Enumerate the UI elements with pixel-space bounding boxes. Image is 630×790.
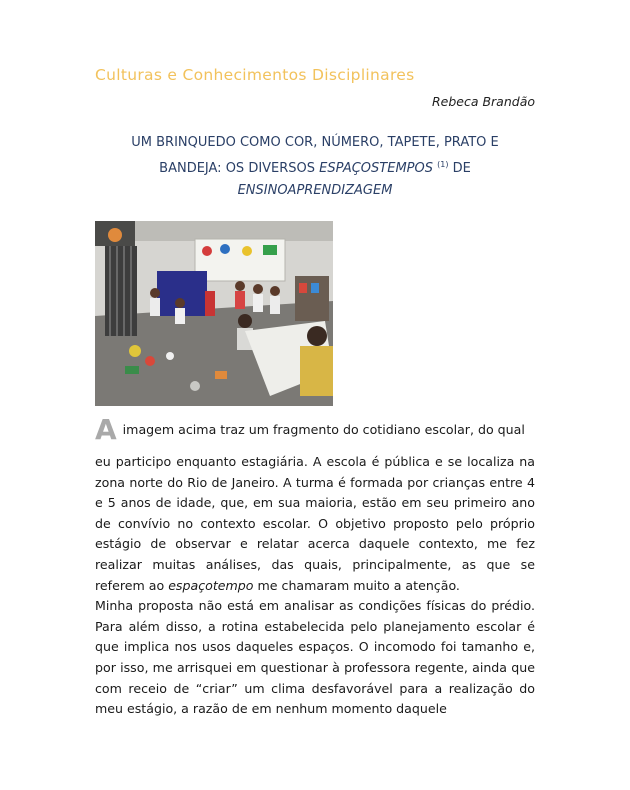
- paragraph-1-end: me chamaram muito a atenção.: [253, 577, 460, 593]
- drop-cap: A: [95, 413, 117, 446]
- adult-head: [307, 326, 327, 346]
- wall-decoration: [242, 246, 252, 256]
- title-line-2-text: BANDEJA: OS DIVERSOS: [159, 161, 320, 176]
- title-line-2: [95, 154, 535, 180]
- paragraph-1-text: eu participo enquanto estagiária. A escola é pública e se localiza na zona norte do Rio de Janeiro. A turma é formada por crianças entre 4 e 5 anos de idade, que, em sua maioria, estão em seu primeiro ano de convívio no contexto escolar. O objetivo proposto pelo próprio estágio de observar e relatar acerca daquele contexto, me fez realizar muitas análises, das quais, principalmente, as que se referem ao: [95, 454, 535, 593]
- title-line-1: UM BRINQUEDO COMO COR, NÚMERO, TAPETE, PRATO E: [131, 135, 499, 150]
- toy: [108, 228, 122, 242]
- title-italic-ensinoaprendizagem: ENSINOAPRENDIZAGEM: [237, 183, 393, 198]
- toy: [311, 283, 319, 293]
- title-line-3: [95, 180, 535, 202]
- article-title: [95, 132, 535, 202]
- first-line: [95, 413, 535, 446]
- red-object: [205, 291, 215, 316]
- paragraph-1: [95, 452, 535, 596]
- footnote-marker[interactable]: (1): [437, 160, 449, 169]
- body-text: [95, 452, 535, 720]
- wall-decoration: [263, 245, 277, 255]
- wall-decoration: [202, 246, 212, 256]
- classroom-photo-illustration: [95, 221, 333, 406]
- wall-decoration: [220, 244, 230, 254]
- shelf-right: [295, 276, 329, 321]
- section-heading: Culturas e Conhecimentos Disciplinares: [95, 66, 415, 84]
- first-line-text: imagem acima traz um fragmento do cotidiano escolar, do qual: [122, 422, 525, 437]
- title-italic-espacostempos: ESPAÇOSTEMPOS: [319, 161, 433, 176]
- toy: [299, 283, 307, 293]
- adult-body: [300, 346, 333, 396]
- title-line-2-suffix: DE: [448, 161, 471, 176]
- classroom-photo: [95, 221, 333, 406]
- author-name: Rebeca Brandão: [431, 94, 535, 109]
- italic-espacotempo: espaçotempo: [168, 577, 254, 593]
- paragraph-2: Minha proposta não está em analisar as condições físicas do prédio. Para além disso, a rotina estabelecida pelo planejamento escolar é que implica nos usos daqueles espaços. O incomodo foi tamanho e, por isso, me arrisquei em questionar à professora regente, ainda que com receio de “criar” um clima desfavorável para a realização do meu estágio, a razão de em nenhum momento daquele: [95, 598, 535, 717]
